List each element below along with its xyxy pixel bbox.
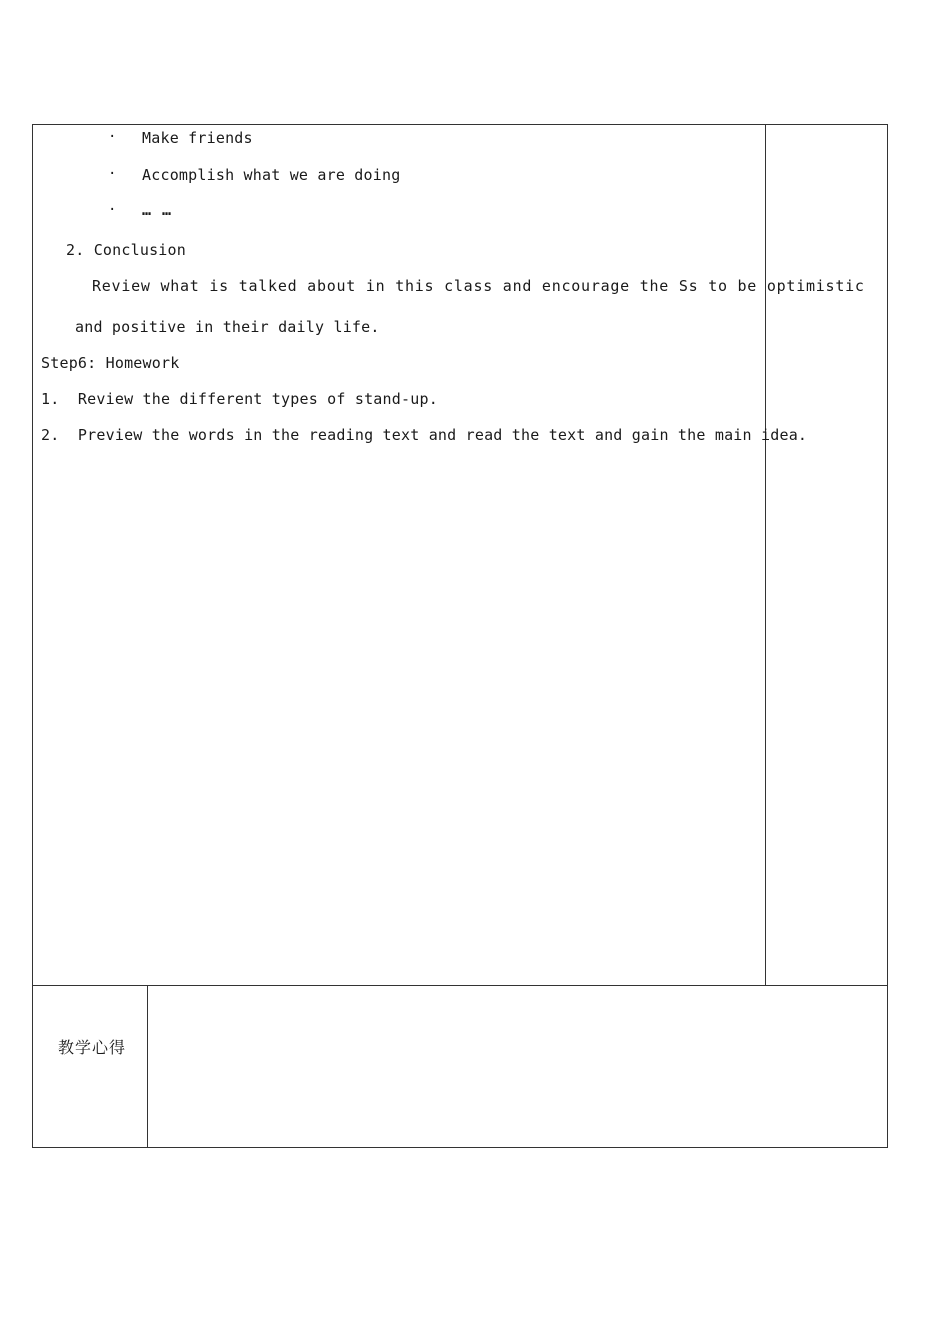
bullet-marker: · bbox=[108, 129, 117, 145]
bullet-item-ellipsis: … … bbox=[142, 201, 173, 219]
homework-heading: Step6: Homework bbox=[41, 354, 180, 372]
homework-item: 2. Preview the words in the reading text and read the text and gain the main idea. bbox=[41, 426, 808, 444]
conclusion-heading: 2. Conclusion bbox=[66, 241, 186, 259]
reflection-content-cell bbox=[148, 986, 887, 1147]
bullet-marker: · bbox=[108, 202, 117, 218]
notes-cell bbox=[766, 125, 887, 984]
bullet-item-make-friends: Make friends bbox=[142, 129, 253, 147]
homework-item: 1. Review the different types of stand-up. bbox=[41, 390, 438, 408]
bullet-marker: · bbox=[108, 166, 117, 182]
bullet-item-accomplish: Accomplish what we are doing bbox=[142, 166, 401, 184]
reflection-label: 教学心得 bbox=[58, 1038, 127, 1057]
conclusion-text-line-2: and positive in their daily life. bbox=[75, 318, 380, 336]
conclusion-text-line-1: Review what is talked about in this class and encourage the Ss to be optimistic bbox=[92, 277, 865, 295]
